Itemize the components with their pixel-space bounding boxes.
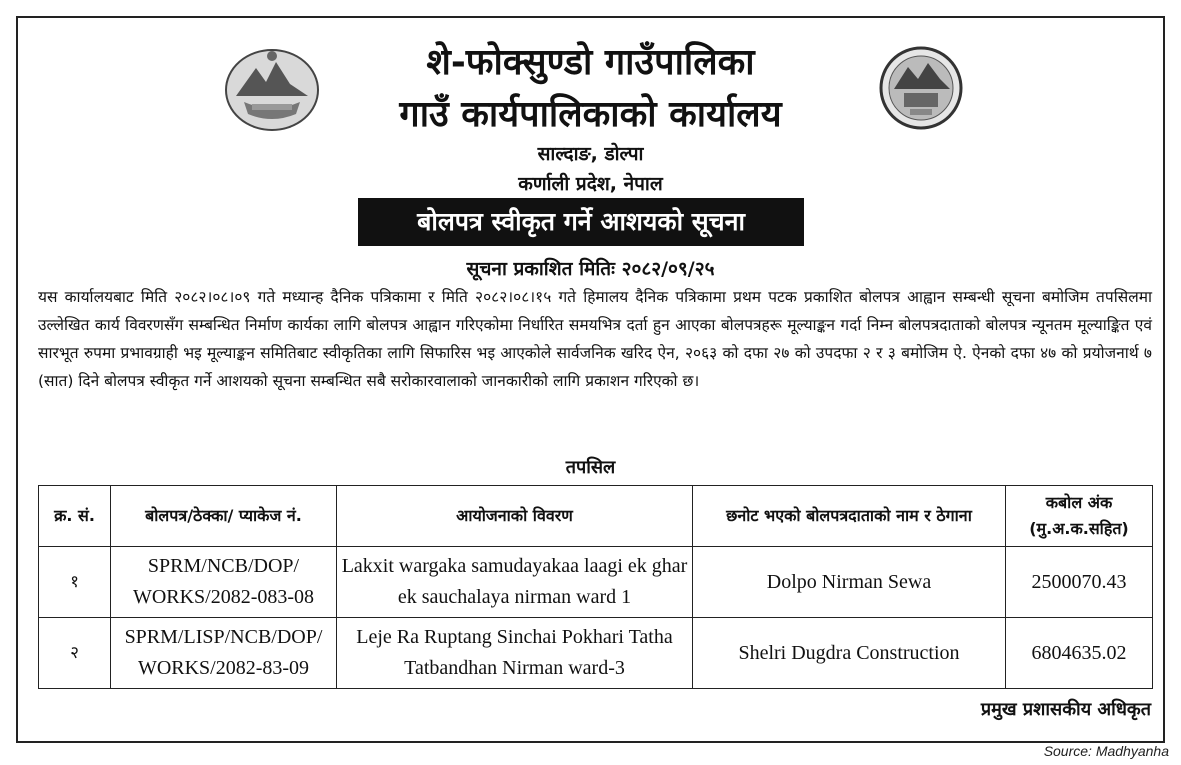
published-date: सूचना प्रकाशित मितिः २०८२/०९/२५ bbox=[466, 258, 715, 280]
cell-amount: 2500070.43 bbox=[1006, 547, 1153, 618]
cell-serial: २ bbox=[39, 618, 111, 689]
signature-title: प्रमुख प्रशासकीय अधिकृत bbox=[980, 699, 1151, 720]
cell-project: Lakxit wargaka samudayakaa laagi ek ghar ek sauchalaya nirman ward 1 bbox=[337, 547, 693, 618]
table-caption: तपसिल bbox=[565, 457, 616, 478]
notice-body: यस कार्यालयबाट मिति २०८२।०८।०९ गते मध्यान्ह दैनिक पत्रिकामा र मिति २०८२।०८।१५ गते हिमालय दैनिक पत्रिकामा प्रथम पटक प्रकाशित बोलपत्र आह्वान सम्बन्धी सूचना बमोजिम तपसिलमा उल्लेखित कार्य विवरणसँग सम्बन्धित निर्माण कार्यका लागि बोलपत्र आह्वान गरिएकोमा निर्धारित समयभित्र दर्ता हुन आएका बोलपत्रहरू मूल्याङ्कन गर्दा निम्न बोलपत्रदाताको बोलपत्र न्यूनतम मूल्याङ्कित एवं सारभूत रुपमा प्रभावग्राही भइ मूल्याङ्कन समितिबाट स्वीकृतिका लागि सिफारिस भइ आएकोले सार्वजनिक खरिद ऐन, २०६३ को दफा २७ को उपदफा २ र ३ बमोजिम ऐ. ऐनको दफा ४७ को प्रयोजनार्थ ७ (सात) दिने बोलपत्र स्वीकृत गर्ने आशयको सूचना सम्बन्धित सबै सरोकारवालाको जानकारीको लागि प्रकाशन गरिएको छ। bbox=[38, 288, 1152, 390]
notice-title: बोलपत्र स्वीकृत गर्ने आशयको सूचना bbox=[358, 198, 804, 246]
col-header-package-no: बोलपत्र/ठेक्का/ प्याकेज नं. bbox=[111, 486, 337, 547]
col-header-project: आयोजनाको विवरण bbox=[337, 486, 693, 547]
cell-package-no: SPRM/NCB/DOP/ WORKS/2082-083-08 bbox=[111, 547, 337, 618]
cell-project: Leje Ra Ruptang Sinchai Pokhari Tatha Tatbandhan Nirman ward-3 bbox=[337, 618, 693, 689]
cell-package-no: SPRM/LISP/NCB/DOP/ WORKS/2082-83-09 bbox=[111, 618, 337, 689]
cell-bidder: Dolpo Nirman Sewa bbox=[693, 547, 1006, 618]
cell-amount: 6804635.02 bbox=[1006, 618, 1153, 689]
municipality-name: शे-फोक्सुण्डो गाउँपालिका bbox=[426, 42, 755, 83]
office-location: साल्दाङ, डोल्पा bbox=[537, 143, 644, 165]
table-header-row bbox=[39, 486, 1153, 547]
table-row bbox=[39, 618, 1153, 689]
office-province: कर्णाली प्रदेश, नेपाल bbox=[518, 173, 663, 195]
table-row bbox=[39, 547, 1153, 618]
col-header-serial: क्र. सं. bbox=[39, 486, 111, 547]
office-name: गाउँ कार्यपालिकाको कार्यालय bbox=[399, 94, 782, 135]
source-credit: Source: Madhyanha bbox=[1043, 743, 1169, 759]
col-header-bidder: छनोट भएको बोलपत्रदाताको नाम र ठेगाना bbox=[693, 486, 1006, 547]
col-header-amount: कबोल अंक (मु.अ.क.सहित) bbox=[1006, 486, 1153, 547]
bid-table bbox=[38, 485, 1153, 689]
cell-bidder: Shelri Dugdra Construction bbox=[693, 618, 1006, 689]
cell-serial: १ bbox=[39, 547, 111, 618]
